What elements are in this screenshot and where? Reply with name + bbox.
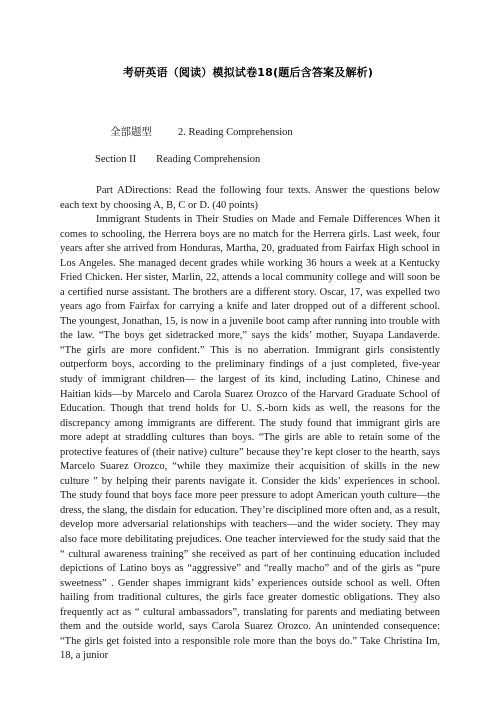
section-value: Reading Comprehension xyxy=(156,154,261,165)
question-type-value: 2. Reading Comprehension xyxy=(178,127,293,138)
section-heading xyxy=(95,154,260,165)
reading-passage: Immigrant Students in Their Studies on Made and Female Differences When it comes to schooling, the Herrera boys are no match for the Herrera girls. Last week, four years after she arrived from Honduras, Martha, 20, graduated from Fairfax High school in Los Angeles. She managed decent grades while working 36 hours a week at a Kentucky Fried Chicken. Her sister, Marlin, 22, attends a local community college and will soon be a certified nurse assistant. The brothers are a different story. Oscar, 17, was expelled two years ago from Fairfax for carrying a knife and later dropped out of a different school. The youngest, Jonathan, 15, is now in a juvenile boot camp after running into trouble with the law. “The boys get sidetracked more,” says the kids’ mother, Suyapa Landaverde. “The girls are more confident.” This is no aberration. Immigrant girls consistently outperform boys, according to the preliminary findings of a just completed, five-year study of immigrant children— the largest of its kind, including Latino, Chinese and Haitian kids—by Marcelo and Carola Suarez Orozco of the Harvard Graduate School of Education. Though that trend holds for U. S.-born kids as well, the reasons for the discrepancy among immigrants are different. The study found that immigrant girls are more adept at straddling cultures than boys. “The girls are able to retain some of the protective features of (their native) culture” because they’re kept closer to the hearth, says Marcelo Suarez Orozco, “while they maximize their acquisition of skills in the new culture ” by helping their parents navigate it. Consider the kids’ experiences in school. The study found that boys face more peer pressure to adopt American youth culture—the dress, the slang, the disdain for education. They’re disciplined more often and, as a result, develop more adversarial relationships with teachers—and the wider society. They may also face more debilitating prejudices. One teacher interviewed for the study said that the “ cultural awareness training” she received as part of her continuing education included depictions of Latino boys as “aggressive” and “really macho” and of the girls as “pure sweetness” . Gender shapes immigrant kids’ experiences outside school as well. Often hailing from traditional cultures, the girls face greater domestic obligations. They also frequently act as “ cultural ambassadors”, translating for parents and mediating between them and the outside world, says Carola Suarez Orozco. An unintended consequence: “The girls get foisted into a responsible role more than the boys do.” Take Christina Im, 18, a junior xyxy=(60,214,440,662)
section-label: Section II xyxy=(95,154,137,165)
question-type-label: 全部题型 xyxy=(110,127,152,138)
question-type-line xyxy=(110,124,293,139)
document-title: 考研英语（阅读）模拟试卷18(题后含答案及解析) xyxy=(122,66,374,79)
directions-paragraph: Part ADirections: Read the following four texts. Answer the questions below each text by choosing A, B, C or D. (40 points) xyxy=(60,185,440,211)
